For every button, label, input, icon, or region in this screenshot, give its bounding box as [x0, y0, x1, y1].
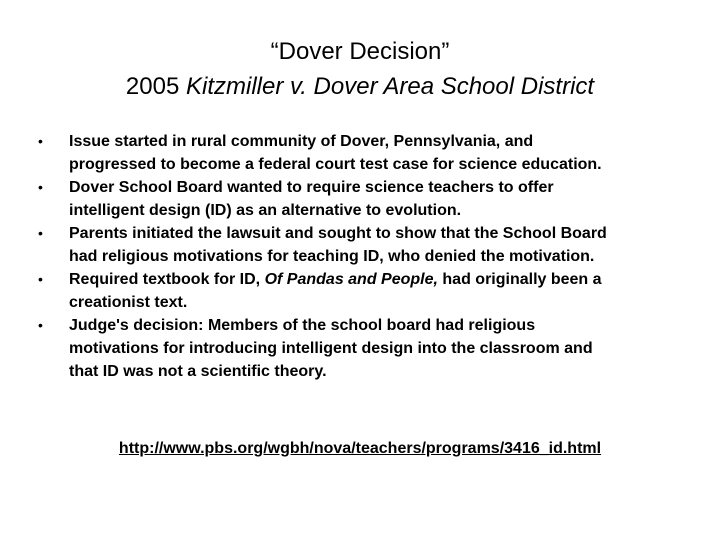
bullet-text-line: Judge's decision: Members of the school board had religious [69, 317, 536, 334]
bullet-text-segment: Required textbook for ID, [69, 271, 265, 288]
bullet-text-line: progressed to become a federal court test case for science education. [69, 156, 602, 173]
slide-title-year: 2005 [125, 73, 186, 100]
bullet-item [38, 176, 688, 222]
slide-title-case-name: Kitzmiller v. Dover Area School District [185, 73, 595, 100]
bullet-text-line [69, 268, 688, 291]
bullet-text-line: creationist text. [69, 294, 188, 311]
slide-title-line-2 [0, 69, 720, 104]
bullet-list [38, 130, 688, 383]
bullet-text-line: Issue started in rural community of Dover, Pennsylvania, and [69, 133, 534, 150]
bullet-item [38, 222, 688, 268]
source-link[interactable]: http://www.pbs.org/wgbh/nova/teachers/programs/3416_id.html [118, 440, 602, 457]
bullet-dot-icon: • [38, 317, 43, 333]
bullet-item [38, 268, 688, 314]
bullet-text-line: Parents initiated the lawsuit and sought to show that the School Board [69, 225, 607, 242]
bullet-item [38, 314, 688, 383]
bullet-item [38, 130, 688, 176]
book-title: Of Pandas and People, [264, 271, 438, 288]
bullet-text-line: motivations for introducing intelligent design into the classroom and [69, 340, 593, 357]
slide-title-line-1: “Dover Decision” [270, 38, 450, 65]
bullet-text-line: that ID was not a scientific theory. [69, 363, 327, 380]
bullet-dot-icon: • [38, 133, 43, 149]
bullet-dot-icon: • [38, 271, 43, 287]
bullet-dot-icon: • [38, 179, 43, 195]
bullet-text-line: Dover School Board wanted to require science teachers to offer [69, 179, 554, 196]
bullet-text-line: intelligent design (ID) as an alternative to evolution. [69, 202, 462, 219]
bullet-text-segment: had originally been a [437, 271, 602, 288]
bullet-text-line: had religious motivations for teaching ID, who denied the motivation. [69, 248, 595, 265]
bullet-dot-icon: • [38, 225, 43, 241]
slide-title [0, 34, 720, 104]
